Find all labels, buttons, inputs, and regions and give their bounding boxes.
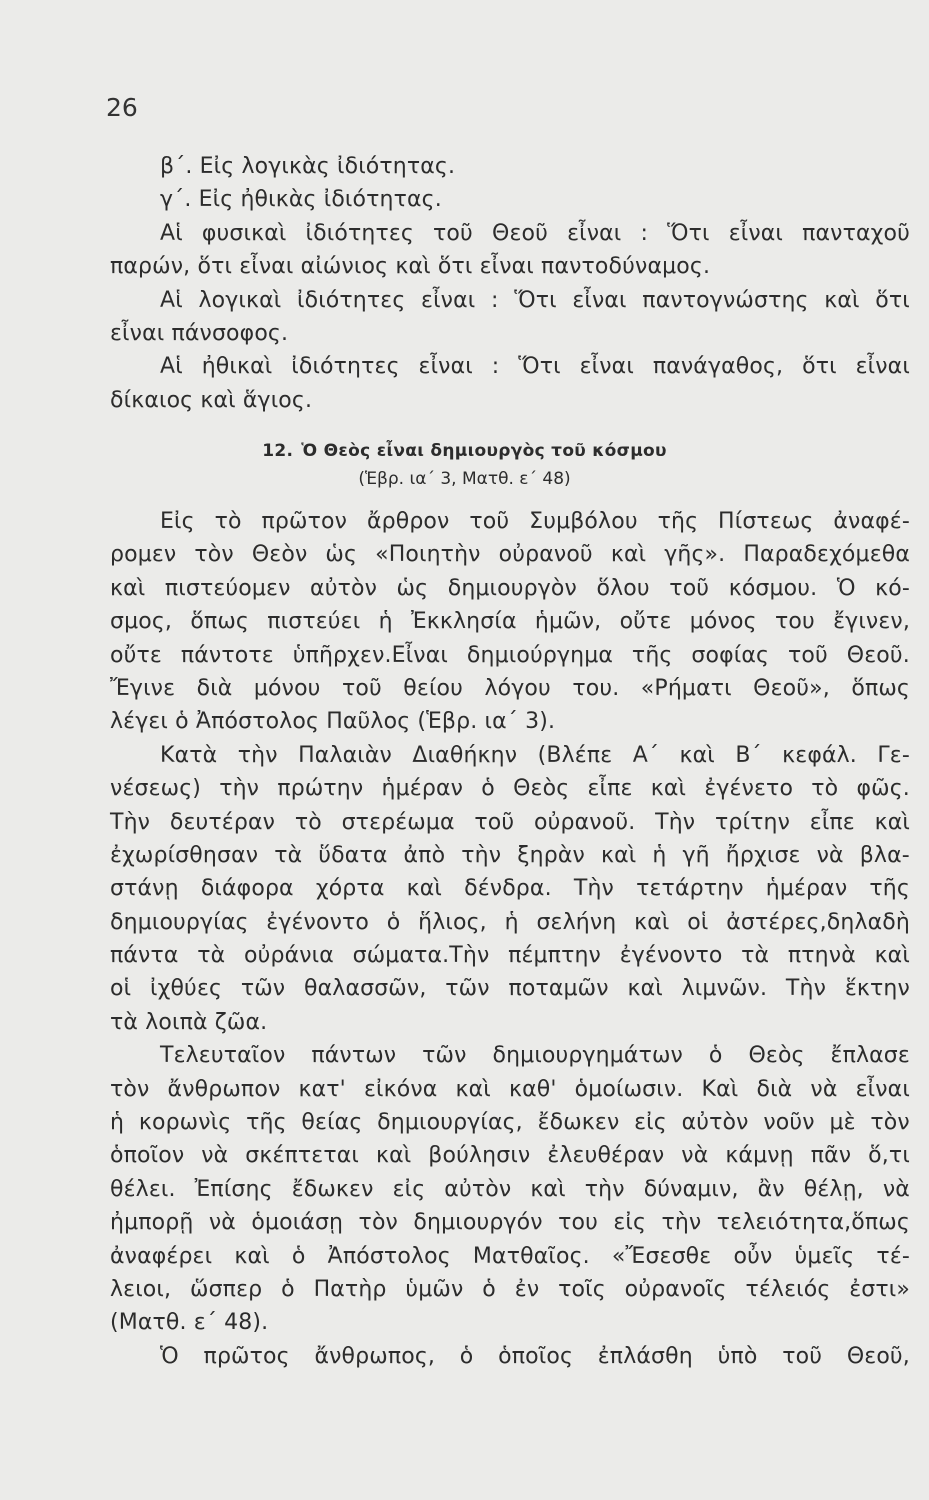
text-line: Αἱ ἠθικαὶ ἰδιότητες εἶναι : Ὅτι εἶναι πανάγαθος, ὅτι εἶναι [160,354,910,380]
properties-list [110,150,910,417]
text-line: (Ματθ. ε΄ 48). [110,1310,269,1336]
text-line: στάνῃ διάφορα χόρτα καὶ δένδρα. Τὴν τετάρτην ἡμέραν τῆς [110,876,910,902]
text-line: Αἱ λογικαὶ ἰδιότητες εἶναι : Ὅτι εἶναι παντογνώστης καὶ ὅτι [160,287,910,313]
text-line: ἡ κορωνὶς τῆς θείας δημιουργίας, ἔδωκεν εἰς αὐτὸν νοῦν μὲ τὸν [110,1110,910,1136]
text-line: Τὴν δευτέραν τὸ στερέωμα τοῦ οὐρανοῦ. Τὴν τρίτην εἶπε καὶ [110,809,910,835]
section-body [110,505,910,1373]
section-reference: (Ἑβρ. ια΄ 3, Ματθ. ε΄ 48) [358,469,571,489]
section-number: 12. [262,441,294,461]
text-line: δίκαιος καὶ ἅγιος. [110,387,313,413]
text-line: γ΄. Εἰς ἠθικὰς ἰδιότητας. [160,187,442,213]
text-line: ἐχωρίσθησαν τὰ ὕδατα ἀπὸ τὴν ξηρὰν καὶ ἡ γῆ ἤρχισε νὰ βλα- [110,842,910,868]
text-line: β΄. Εἰς λογικὰς ἰδιότητας. [160,154,456,179]
text-line: παρών, ὅτι εἶναι αἰώνιος καὶ ὅτι εἶναι παντοδύναμος. [110,254,711,280]
text-line: οἱ ἰχθύες τῶν θαλασσῶν, τῶν ποταμῶν καὶ λιμνῶν. Τὴν ἕκτην [110,976,910,1002]
text-line: ρομεν τὸν Θεὸν ὡς «Ποιητὴν οὐρανοῦ καὶ γῆς». Παραδεχόμεθα [110,542,910,568]
text-line: οὔτε πάντοτε ὑπῆρχεν.Εἶναι δημιούργημα τῆς σοφίας τοῦ Θεοῦ. [110,642,910,668]
text-line: πάντα τὰ οὐράνια σώματα.Τὴν πέμπτην ἐγένοντο τὰ πτηνὰ καὶ [110,943,910,969]
text-line: λειοι, ὥσπερ ὁ Πατὴρ ὑμῶν ὁ ἐν τοῖς οὐρανοῖς τέλειός ἐστι» [110,1276,910,1302]
text-line: σμος, ὅπως πιστεύει ἡ Ἐκκλησία ἡμῶν, οὔτε μόνος του ἔγινεν, [110,609,910,635]
text-line: Ὁ πρῶτος ἄνθρωπος, ὁ ὁποῖος ἐπλάσθη ὑπὸ τοῦ Θεοῦ, [160,1343,910,1369]
text-line: νέσεως) τὴν πρώτην ἡμέραν ὁ Θεὸς εἶπε καὶ ἐγένετο τὸ φῶς. [110,776,910,802]
text-line: Κατὰ τὴν Παλαιὰν Διαθήκην (Βλέπε Α΄ καὶ Β΄ κεφάλ. Γε- [160,742,910,768]
text-line: τὰ λοιπὰ ζῶα. [110,1009,268,1035]
text-line: ἠμπορῇ νὰ ὁμοιάσῃ τὸν δημιουργόν του εἰς τὴν τελειότητα,ὅπως [110,1210,910,1236]
text-line: Αἱ φυσικαὶ ἰδιότητες τοῦ Θεοῦ εἶναι : Ὅτι εἶναι πανταχοῦ [160,220,910,246]
text-line: θέλει. Ἐπίσης ἔδωκεν εἰς αὐτὸν καὶ τὴν δύναμιν, ἂν θέλῃ, νὰ [110,1176,910,1202]
page-number: 26 [106,93,138,122]
section-heading [0,438,929,464]
text-line: εἶναι πάνσοφος. [110,320,289,346]
text-line: Τελευταῖον πάντων τῶν δημιουργημάτων ὁ Θεὸς ἔπλασε [160,1043,910,1069]
text-line: ἀναφέρει καὶ ὁ Ἀπόστολος Ματθαῖος. «Ἔσεσθε οὖν ὑμεῖς τέ- [110,1243,910,1269]
text-line: καὶ πιστεύομεν αὐτὸν ὡς δημιουργὸν ὅλου τοῦ κόσμου. Ὁ κό- [110,575,910,601]
text-line: ὁποῖον νὰ σκέπτεται καὶ βούλησιν ἐλευθέραν νὰ κάμνῃ πᾶν ὅ,τι [110,1143,910,1169]
text-line: Ἔγινε διὰ μόνου τοῦ θείου λόγου του. «Ρήματι Θεοῦ», ὅπως [110,675,910,701]
text-line: Εἰς τὸ πρῶτον ἄρθρον τοῦ Συμβόλου τῆς Πίστεως ἀναφέ- [160,509,910,534]
text-line: λέγει ὁ Ἀπόστολος Παῦλος (Ἑβρ. ια΄ 3). [110,709,556,735]
text-line: τὸν ἄνθρωπον κατ' εἰκόνα καὶ καθ' ὁμοίωσιν. Καὶ διὰ νὰ εἶναι [110,1076,910,1102]
section-title: Ὁ Θεὸς εἶναι δημιουργὸς τοῦ κόσμου [301,441,667,461]
text-line: δημιουργίας ἐγένοντο ὁ ἥλιος, ἡ σελήνη καὶ οἱ ἀστέρες,δηλαδὴ [110,909,910,935]
